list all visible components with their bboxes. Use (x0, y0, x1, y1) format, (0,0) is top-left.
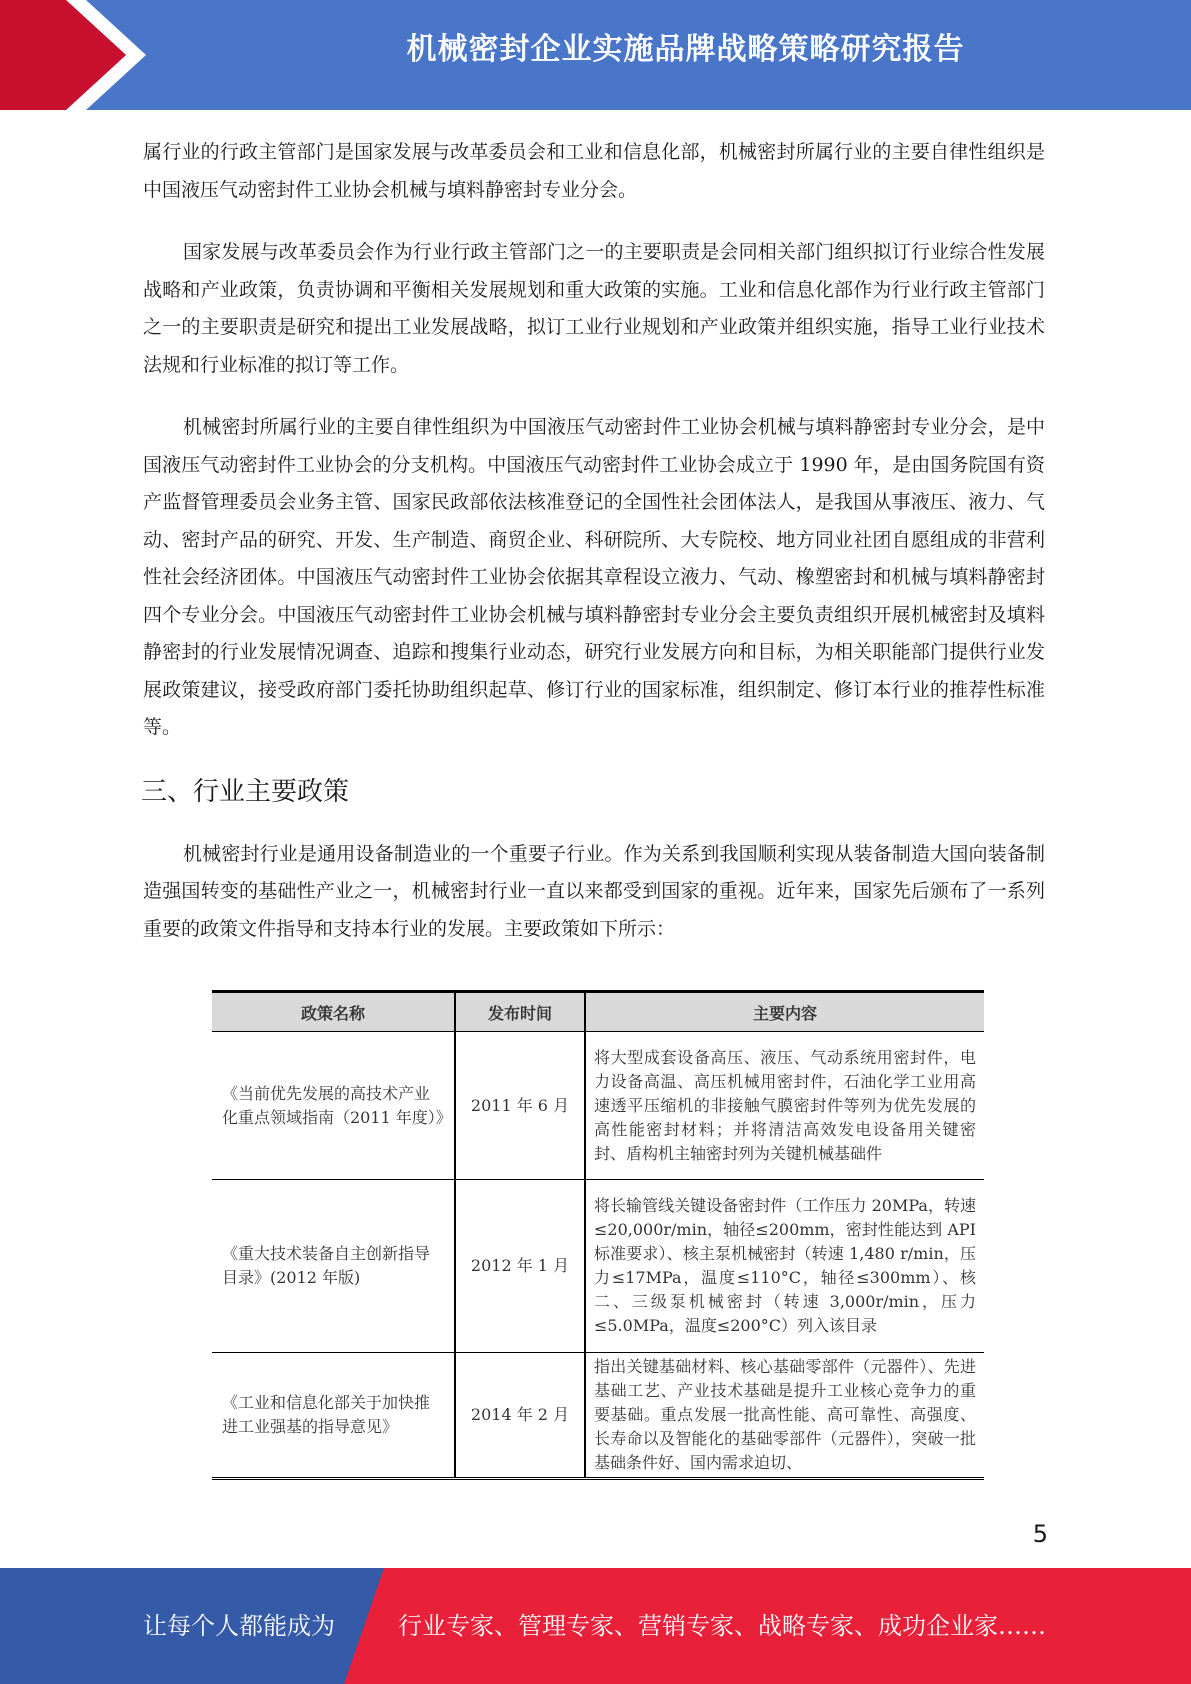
footer-blue-slant (344, 1568, 384, 1684)
policy-content-cell: 将大型成套设备高压、液压、气动系统用密封件，电力设备高温、高压机械用密封件，石油化学工业用高速透平压缩机的非接触气膜密封件等列为优先发展的高性能密封材料；并将清洁高效发电设备用关键密封、盾构机主轴密封列为关键机械基础件 (585, 1032, 984, 1180)
policy-table (212, 990, 984, 1480)
page-number: 5 (1032, 1520, 1048, 1548)
document-title: 机械密封企业实施品牌战略策略研究报告 (406, 32, 965, 67)
policy-date-cell: 2012 年 1 月 (455, 1180, 585, 1353)
header-release-date: 发布时间 (455, 992, 585, 1032)
paragraph-3: 机械密封所属行业的主要自律性组织为中国液压气动密封件工业协会机械与填料静密封专业分会，是中国液压气动密封件工业协会的分支机构。中国液压气动密封件工业协会成立于 1990 年，是由国务院国有资产监督管理委员会业务主管、国家民政部依法核准登记的全国性社会团体法人，是我国从事液压、液力、气动、密封产品的研究、开发、生产制造、商贸企业、科研院所、大专院校、地方同业社团自愿组成的非营利性社会经济团体。中国液压气动密封件工业协会依据其章程设立液力、气动、橡塑密封和机械与填料静密封四个专业分会。中国液压气动密封件工业协会机械与填料静密封专业分会主要负责组织开展机械密封及填料静密封的行业发展情况调查、追踪和搜集行业动态，研究行业发展方向和目标，为相关职能部门提供行业发展政策建议，接受政府部门委托协助组织起草、修订行业的国家标准，组织制定、修订本行业的推荐性标准等。 (143, 416, 1045, 738)
table-row (212, 1353, 984, 1479)
document-body (143, 134, 1045, 973)
header-policy-name: 政策名称 (212, 992, 455, 1032)
policy-name-cell: 《重大技术装备自主创新指导目录》(2012 年版) (212, 1180, 455, 1353)
table-row (212, 1032, 984, 1180)
paragraph-1: 属行业的行政主管部门是国家发展与改革委员会和工业和信息化部，机械密封所属行业的主要自律性组织是中国液压气动密封件工业协会机械与填料静密封专业分会。 (143, 141, 1045, 201)
header-red-band (0, 0, 66, 110)
section-heading: 三、行业主要政策 (141, 776, 350, 807)
policy-name-cell: 《工业和信息化部关于加快推进工业强基的指导意见》 (212, 1353, 455, 1479)
policy-date-cell: 2014 年 2 月 (455, 1353, 585, 1479)
header-chevron-icon (66, 0, 156, 110)
table-header-row (212, 992, 984, 1032)
page-footer (0, 1568, 1191, 1684)
policy-content-cell: 将长输管线关键设备密封件（工作压力 20MPa，转速≤20,000r/min，轴径≤200mm，密封性能达到 API 标准要求）、核主泵机械密封（转速 1,480 r/min，压力≤17MPa，温度≤110°C，轴径≤300mm）、核二、三级泵机械密封（转速 3,000r/min，压力≤5.0MPa，温度≤200°C）列入该目录 (585, 1180, 984, 1353)
policy-date-cell: 2011 年 6 月 (455, 1032, 585, 1180)
paragraph-2: 国家发展与改革委员会作为行业行政主管部门之一的主要职责是会同相关部门组织拟订行业综合性发展战略和产业政策，负责协调和平衡相关发展规划和重大政策的实施。工业和信息化部作为行业行政主管部门之一的主要职责是研究和提出工业发展战略，拟订工业行业规划和产业政策并组织实施，指导工业行业技术法规和行业标准的拟订等工作。 (143, 241, 1045, 376)
policy-name-cell: 《当前优先发展的高技术产业化重点领域指南（2011 年度）》 (212, 1032, 455, 1180)
page-header (0, 0, 1191, 110)
table-row (212, 1180, 984, 1353)
header-main-content: 主要内容 (585, 992, 984, 1032)
footer-slogan-left: 让每个人都能成为 (143, 1612, 335, 1640)
footer-slogan-right: 行业专家、管理专家、营销专家、战略专家、成功企业家…… (398, 1612, 1046, 1640)
policy-content-cell: 指出关键基础材料、核心基础零部件（元器件）、先进基础工艺、产业技术基础是提升工业核心竞争力的重要基础。重点发展一批高性能、高可靠性、高强度、长寿命以及智能化的基础零部件（元器件），突破一批基础条件好、国内需求迫切、 (585, 1353, 984, 1479)
paragraph-4: 机械密封行业是通用设备制造业的一个重要子行业。作为关系到我国顺利实现从装备制造大国向装备制造强国转变的基础性产业之一，机械密封行业一直以来都受到国家的重视。近年来，国家先后颁布了一系列重要的政策文件指导和支持本行业的发展。主要政策如下所示： (143, 842, 1045, 940)
